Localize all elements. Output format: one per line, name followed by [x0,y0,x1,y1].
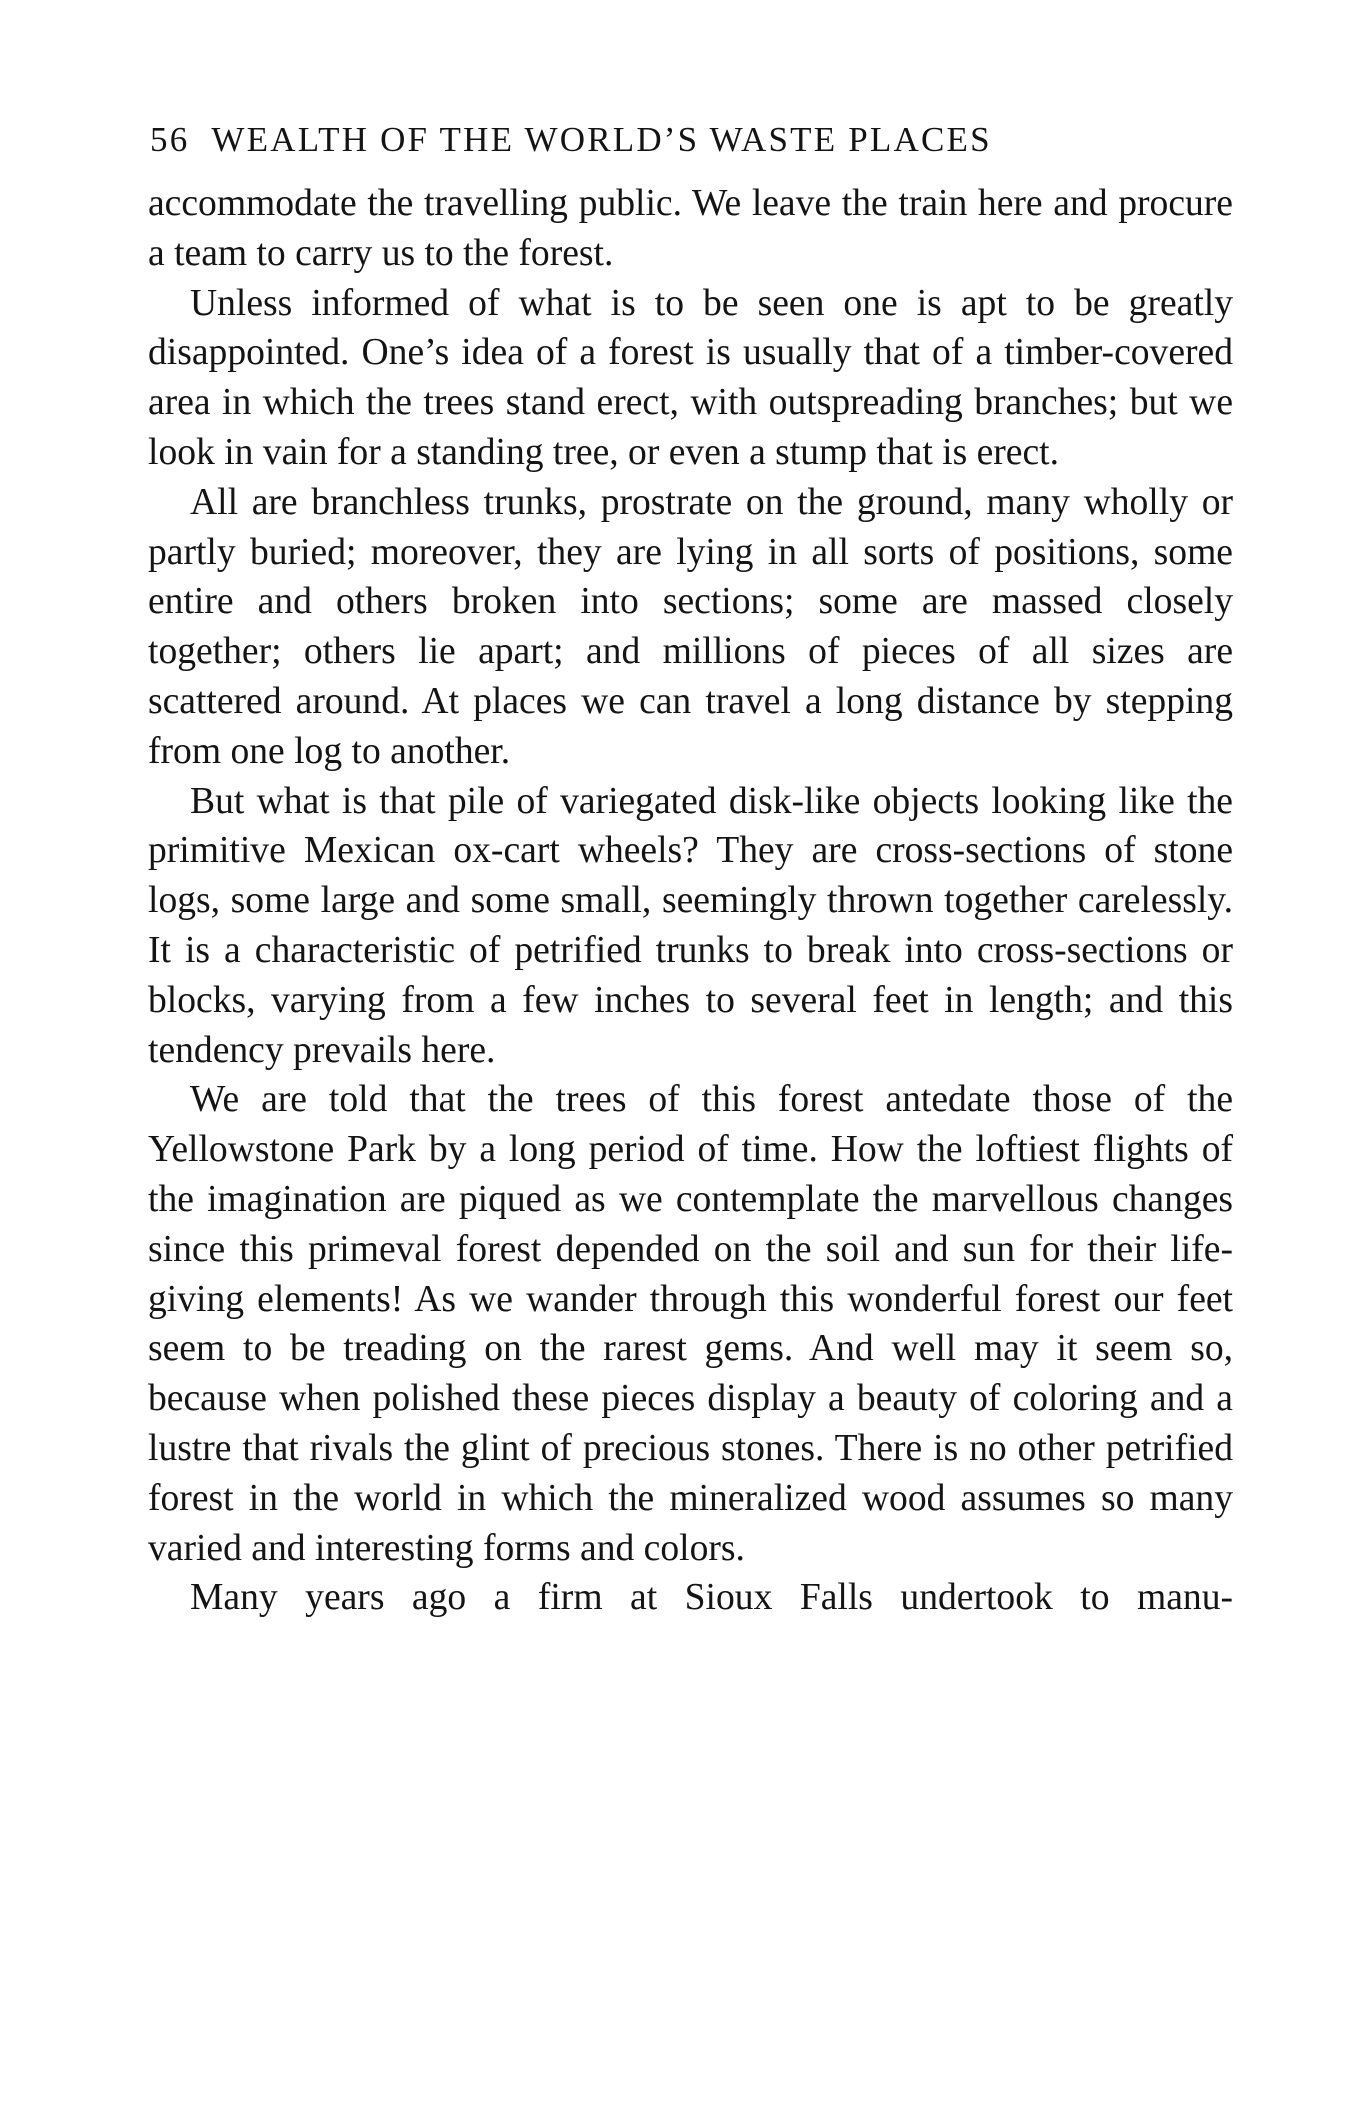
paragraph-yellowstone: We are told that the trees of this forest antedate those of the Yellowstone Park by a long period of time. How the loftiest flights of the imagination are piqued as we contemplate the marvellous changes since this primeval forest depended on the soil and sun for their life-giving elements! As we wander through this wonderful forest our feet seem to be treading on the rarest gems. And well may it seem so, because when polished these pieces display a beauty of coloring and a lustre that rivals the glint of precious stones. There is no other petrified forest in the world in which the mineralized wood assumes so many varied and interesting forms and colors. [148,1079,1233,1569]
running-head [150,122,1233,157]
paragraph-sioux-falls: Many years ago a firm at Sioux Falls undertook to manu- [190,1577,1233,1619]
paragraph-branchless-trunks: All are branchless trunks, prostrate on the ground, many wholly or partly buried; moreover, they are lying in all sorts of positions, some entire and others broken into sections; some are massed closely together; others lie apart; and millions of pieces of all sizes are scattered around. At places we can travel a long distance by stepping from one log to another. [148,481,1233,772]
running-head-title: WEALTH OF THE WORLD’S WASTE PLACES [211,120,992,159]
page-number: 56 [150,120,190,159]
paragraph-continuation: accommodate the travelling public. We leave the train here and procure a team to carry us to the forest. [148,183,1233,274]
paragraph-cross-sections: But what is that pile of variegated disk-like objects looking like the primitive Mexican ox-cart wheels? They are cross-sections of stone logs, some large and some small, seemingly thrown together carelessly. It is a characteristic of petrified trunks to break into cross-sections or blocks, varying from a few inches to several feet in length; and this tendency prevails here. [148,780,1233,1071]
book-page [148,122,1233,1623]
paragraph-disappointment: Unless informed of what is to be seen one is apt to be greatly disappointed. One’s idea of a forest is usually that of a timber-covered area in which the trees stand erect, with outspreading branches; but we look in vain for a standing tree, or even a stump that is erect. [148,282,1233,473]
